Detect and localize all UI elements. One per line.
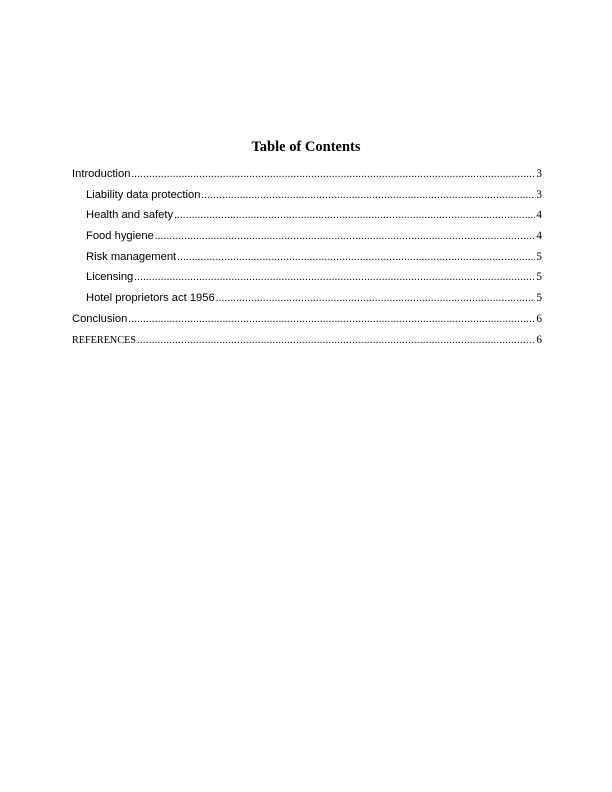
toc-entry-risk-management[interactable]: [72, 251, 542, 272]
toc-entry-label: REFERENCES: [72, 334, 136, 346]
toc-entry-label: Conclusion: [72, 312, 128, 325]
toc-title: Table of Contents: [251, 139, 361, 155]
toc-entry-label: Health and safety: [86, 209, 174, 222]
toc-dot-leader: [134, 272, 535, 283]
toc-dot-leader: [216, 293, 536, 304]
toc-page-number: 3: [536, 168, 542, 180]
toc-entry-licensing[interactable]: [72, 271, 542, 292]
toc-page-number: 4: [536, 230, 542, 243]
toc-dot-leader: [177, 252, 535, 263]
toc-page-number: 5: [536, 250, 542, 263]
toc-entry-introduction[interactable]: [72, 168, 542, 189]
toc-entry-label: Introduction: [72, 168, 131, 180]
toc-page-number: 6: [536, 312, 542, 325]
toc-dot-leader: [155, 231, 536, 242]
toc-dot-leader: [128, 314, 535, 325]
toc-dot-leader: [174, 210, 535, 221]
toc-page-number: 6: [536, 333, 542, 346]
toc-dot-leader: [131, 169, 535, 180]
toc-page-number: 3: [536, 188, 542, 201]
toc-entry-references[interactable]: [72, 334, 542, 355]
toc-list: [72, 168, 542, 354]
toc-entry-health-and-safety[interactable]: [72, 209, 542, 230]
toc-entry-conclusion[interactable]: [72, 313, 542, 334]
toc-entry-liability-data-protection[interactable]: [72, 189, 542, 210]
toc-entry-label: Licensing: [86, 271, 134, 284]
toc-entry-food-hygiene[interactable]: [72, 230, 542, 251]
toc-entry-label: Liability data protection: [86, 188, 201, 201]
toc-page-number: 5: [536, 292, 542, 305]
toc-entry-hotel-proprietors-act[interactable]: [72, 292, 542, 313]
toc-entry-label: Hotel proprietors act 1956: [86, 292, 215, 305]
toc-dot-leader: [201, 190, 535, 201]
toc-dot-leader: [137, 335, 535, 346]
toc-entry-label: Risk management: [86, 250, 177, 263]
toc-page-number: 5: [536, 271, 542, 284]
toc-entry-label: Food hygiene: [86, 230, 154, 243]
toc-page-number: 4: [536, 209, 542, 222]
